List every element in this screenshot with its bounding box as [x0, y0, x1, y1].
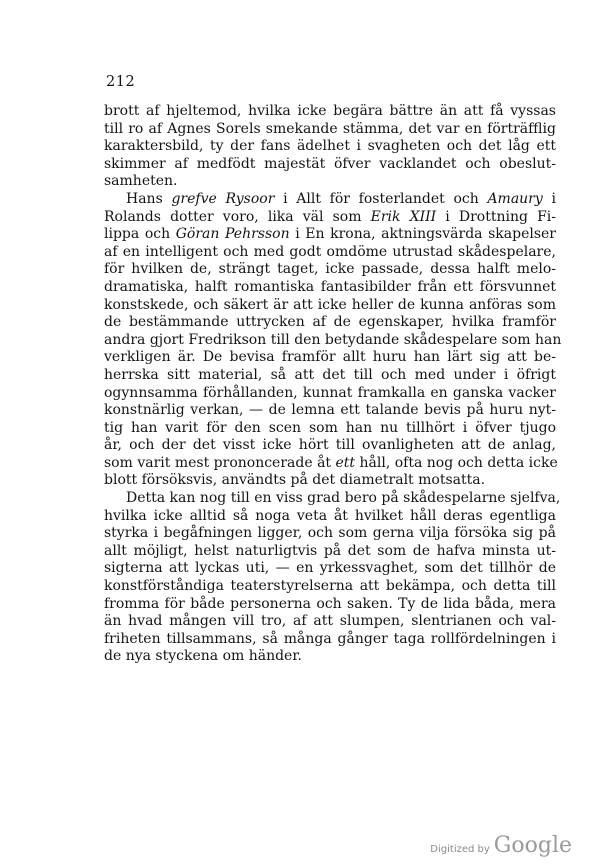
- text-span: de bestämmande uttrycken af de egenskaper, hvilka framför: [104, 314, 556, 331]
- text-line: [104, 508, 556, 526]
- text-line: [104, 138, 556, 156]
- text-line: [104, 367, 556, 385]
- text-span: konstförståndiga teaterstyrelserna att bekämpa, och detta till: [104, 578, 556, 595]
- text-span: herrska sitt material, så att det till och med under i öfrigt: [104, 366, 556, 383]
- text-span: än hvad mången vill tro, af att slumpen, slentrianen och val-: [104, 613, 556, 630]
- text-span: Rolands dotter voro, lika väl som: [104, 208, 371, 225]
- text-span: som varit mest prononcerade åt: [104, 454, 336, 471]
- google-logo: Google: [493, 833, 572, 858]
- text-span: skimmer af medfödt majestät öfver vacklandet och obeslut-: [104, 155, 556, 172]
- text-span: för hvilken de, strängt taget, icke passade, dessa halft melo-: [104, 261, 556, 278]
- italic-title: Amaury: [487, 190, 543, 207]
- text-span: de nya styckena om händer.: [104, 648, 302, 665]
- text-span: brott af hjeltemod, hvilka icke begära bättre än att få vyssas: [104, 103, 556, 119]
- text-span: friheten tillsammans, så många gånger taga rollfördelningen i: [104, 630, 556, 647]
- digitized-by-label: Digitized by: [430, 844, 490, 855]
- text-span: karaktersbild, ty der fans ädelhet i svagheten och det låg ett: [104, 138, 556, 155]
- text-line: [104, 156, 556, 174]
- text-span: fromma för både personerna och saken. Ty de lida båda, mera: [104, 595, 556, 612]
- text-span: till ro af Agnes Sorels smekande stämma, det var en förträfflig: [104, 120, 556, 137]
- text-line: [104, 455, 556, 473]
- text-span: lippa och: [104, 226, 176, 243]
- text-span: konstskede, och säkert är att icke heller de kunna anföras som: [104, 296, 556, 313]
- text-span: allt möjligt, helst naturligtvis på det som de hafva minsta ut-: [104, 542, 556, 559]
- text-line: [104, 314, 556, 332]
- text-line: [104, 648, 556, 666]
- italic-title: ett: [335, 454, 356, 471]
- text-span: i: [542, 190, 556, 207]
- text-span: i Allt för fosterlandet och: [274, 190, 488, 207]
- text-span: ogynnsamma förhållanden, kunnat framkalla en ganska vacker: [104, 384, 556, 401]
- text-span: af en intelligent och med godt omdöme utrustad skådespelare,: [104, 243, 556, 260]
- text-span: i Drottning Fi-: [436, 208, 556, 225]
- body-text: [104, 103, 562, 666]
- text-line: [104, 402, 556, 420]
- text-line: [104, 613, 556, 631]
- text-span: tig han varit för den scen som han nu tillhört i öfver tjugo: [104, 419, 556, 436]
- text-line: [104, 578, 556, 596]
- text-line: [104, 596, 556, 614]
- text-line: [104, 631, 556, 649]
- text-span: Detta kan nog till en viss grad bero på skådespelarne sjelfva,: [126, 490, 561, 507]
- text-line: [104, 543, 556, 561]
- text-line: [104, 525, 556, 543]
- text-line: [104, 173, 556, 191]
- italic-title: Göran Pehrsson: [175, 226, 290, 243]
- italic-title: Erik XIII: [370, 208, 437, 225]
- text-span: håll, ofta nog och detta icke: [355, 454, 558, 471]
- text-span: konstnärlig verkan, — de lemna ett talande bevis på huru nyt-: [104, 402, 556, 419]
- text-line: [104, 244, 556, 262]
- text-line: [104, 437, 556, 455]
- text-line: [104, 297, 556, 315]
- text-span: år, och der det visst icke hört till ovanligheten att de anlag,: [104, 437, 556, 454]
- text-span: andra gjort Fredrikson till den betydande skådespelare som han: [104, 331, 562, 348]
- text-span: samheten.: [104, 173, 178, 190]
- text-span: Hans: [126, 190, 172, 207]
- text-span: blott försöksvis, användts på det diametralt motsatta.: [104, 472, 486, 489]
- text-line: [104, 209, 556, 227]
- text-span: verkligen är. De bevisa framför allt huru han lärt sig att be-: [104, 349, 556, 366]
- text-span: dramatiska, halft romantiska fantasibilder från ett försvunnet: [104, 278, 556, 295]
- page-number: 212: [106, 74, 136, 90]
- text-line: [104, 191, 556, 209]
- text-line: [104, 349, 556, 367]
- text-line: [104, 226, 556, 244]
- digitized-watermark: [430, 833, 572, 858]
- text-span: hvilka icke alltid så noga veta åt hvilket håll deras egentliga: [104, 507, 556, 524]
- text-span: styrka i begåfningen ligger, och som gerna vilja försöka sig på: [104, 525, 556, 542]
- text-line: [104, 279, 556, 297]
- text-line: [104, 472, 556, 490]
- text-line: [104, 103, 556, 121]
- text-line: [104, 331, 562, 350]
- text-span: i En krona, aktningsvärda skapelser: [289, 226, 556, 243]
- text-line: [104, 560, 556, 578]
- text-span: sigterna att lyckas uti, — en yrkessvaghet, som det tillhör de: [104, 560, 556, 577]
- text-line: [104, 490, 561, 508]
- text-line: [104, 385, 556, 403]
- text-line: [104, 420, 556, 438]
- text-line: [104, 261, 556, 279]
- italic-title: grefve Rysoor: [171, 190, 275, 207]
- text-line: [104, 121, 556, 139]
